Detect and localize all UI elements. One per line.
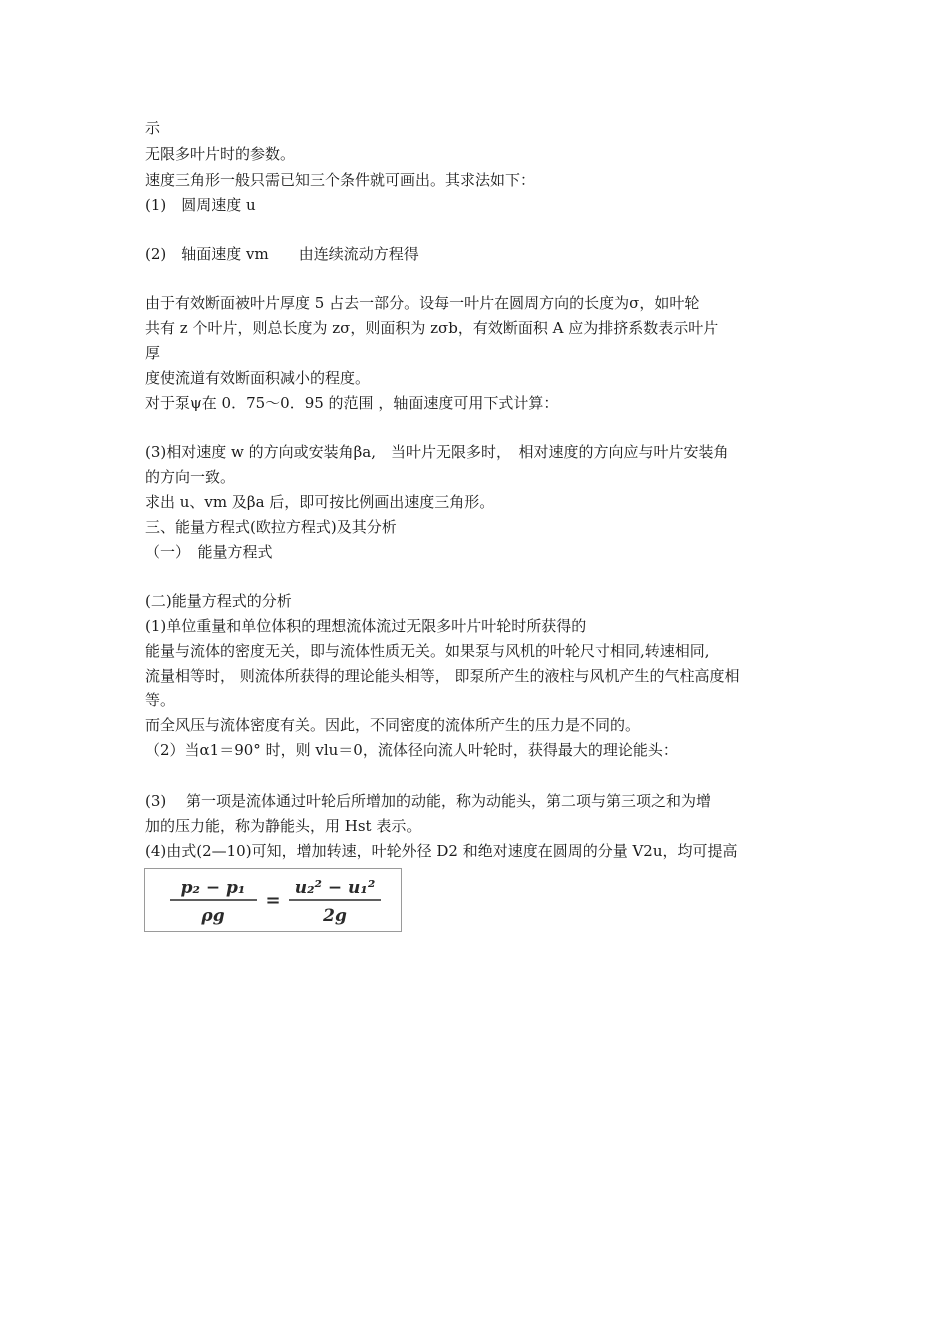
subsection-heading: （一） 能量方程式 [145, 543, 273, 561]
text-line: 示 [145, 119, 161, 137]
text-line: 等。 [145, 691, 176, 709]
formula-lhs-denominator: ρg [201, 906, 225, 926]
formula-rhs-denominator: 2g [323, 906, 347, 926]
subsection-heading: (二)能量方程式的分析 [145, 592, 292, 610]
text-line: 对于泵ψ在 0．75～0．95 的范围 ，轴面速度可用下式计算： [145, 394, 559, 412]
formula-rhs-numerator: u₂² − u₁² [294, 878, 376, 898]
text-line: （2）当α1＝90° 时，则 vlu＝0，流体径向流人叶轮时，获得最大的理论能头： [145, 741, 678, 759]
section-heading: 三、能量方程式(欧拉方程式)及其分析 [145, 518, 397, 536]
text-line: 厚 [145, 344, 161, 362]
text-line: 共有 z 个叶片，则总长度为 zσ，则面积为 zσb，有效断面积 A 应为排挤系数表示叶片 [145, 319, 719, 337]
text-line: 能量与流体的密度无关，即与流体性质无关。如果泵与风机的叶轮尺寸相同,转速相同, [145, 642, 710, 660]
text-line: 加的压力能，称为静能头，用 Hst 表示。 [145, 817, 422, 835]
text-line: 度使流道有效断面积减小的程度。 [145, 369, 371, 387]
text-line: (3) 第一项是流体通过叶轮后所增加的动能，称为动能头，第二项与第三项之和为增 [145, 792, 712, 810]
text-line: (4)由式(2—10)可知，增加转速，叶轮外径 D2 和绝对速度在圆周的分量 V2u，均可提高 [145, 842, 738, 860]
formula-svg [145, 869, 401, 931]
text-line: 流量相等时， 则流体所获得的理论能头相等， 即泵所产生的液柱与风机产生的气柱高度相 [145, 667, 740, 685]
text-line: 无限多叶片时的参数。 [145, 145, 296, 163]
formula-lhs-numerator: p₂ − p₁ [180, 878, 246, 898]
text-line: 求出 u、vm 及βa 后，即可按比例画出速度三角形。 [145, 493, 495, 511]
text-line: 的方向一致。 [145, 468, 236, 486]
text-line: 而全风压与流体密度有关。因此，不同密度的流体所产生的压力是不同的。 [145, 716, 641, 734]
formula-image [144, 868, 402, 932]
text-line: 速度三角形一般只需已知三个条件就可画出。其求法如下： [145, 171, 536, 189]
formula-equals-sign: = [265, 890, 281, 911]
text-line: 由于有效断面被叶片厚度 5 占去一部分。设每一叶片在圆周方向的长度为σ，如叶轮 [145, 294, 700, 312]
text-line: (1) 圆周速度 u [145, 196, 256, 214]
text-line: (3)相对速度 w 的方向或安装角βa, 当叶片无限多时， 相对速度的方向应与叶片安装角 [145, 443, 729, 461]
text-line: (1)单位重量和单位体积的理想流体流过无限多叶片叶轮时所获得的 [145, 617, 587, 635]
text-line: (2) 轴面速度 vm 由连续流动方程得 [145, 245, 419, 263]
